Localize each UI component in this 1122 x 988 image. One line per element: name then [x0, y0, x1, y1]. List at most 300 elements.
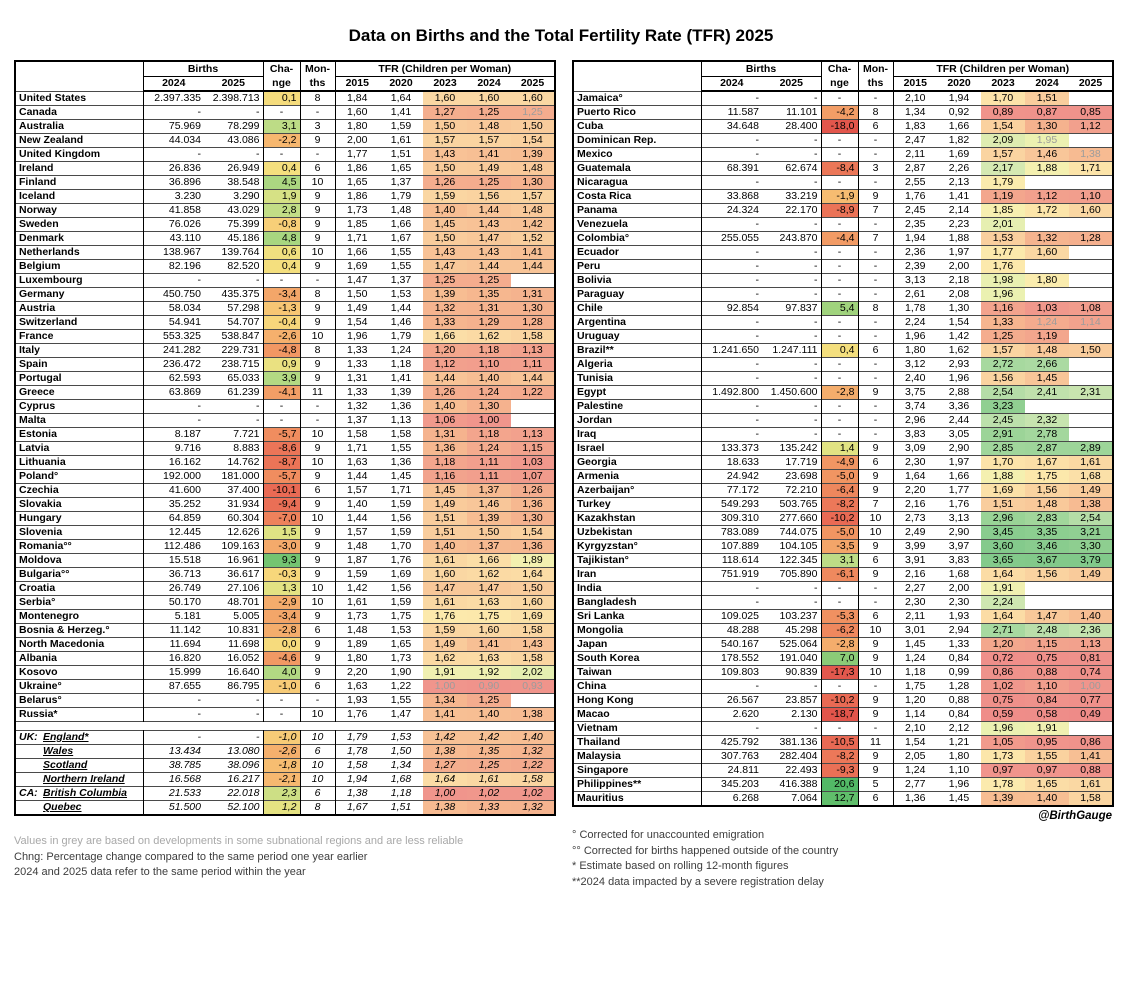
tfr-2024-cell: 0,97 [1025, 764, 1069, 778]
tfr-2023-cell: 1,76 [981, 260, 1025, 274]
tfr-2024-cell: 1,63 [467, 596, 511, 610]
months-cell: 9 [300, 134, 335, 148]
tfr-2020-cell: 1,37 [379, 274, 423, 288]
tfr-2024-cell: 1,61 [467, 773, 511, 787]
months-cell: 8 [858, 302, 893, 316]
change-cell: -18,0 [821, 120, 858, 134]
table-row [573, 176, 1113, 190]
tfr-2025-cell: 1,36 [511, 540, 555, 554]
months-cell: 10 [300, 176, 335, 190]
births-2024-cell: 38.785 [143, 759, 204, 773]
tfr-2020-cell: 1,88 [937, 232, 981, 246]
tfr-2023-cell: 1,19 [981, 190, 1025, 204]
tfr-2023-cell: 1,73 [981, 750, 1025, 764]
tfr-2015-cell: 2,47 [893, 134, 937, 148]
tfr-2015-cell: 2,11 [893, 610, 937, 624]
country-name: British Columbia [43, 787, 128, 799]
tfr-2025-cell [1069, 134, 1113, 148]
births-2024-cell: 2.620 [701, 708, 762, 722]
births-2025-cell: - [762, 218, 821, 232]
tfr-2025-cell: 1,13 [511, 344, 555, 358]
births-2025-cell: 22.170 [762, 204, 821, 218]
country-cell: Sweden [15, 218, 143, 232]
table-row [15, 596, 555, 610]
attribution: @BirthGauge [1038, 810, 1112, 822]
change-cell: - [821, 274, 858, 288]
births-2025-cell: - [762, 260, 821, 274]
tfr-2025-cell: 1,15 [511, 442, 555, 456]
country-cell: Hong Kong [573, 694, 701, 708]
country-cell: Vietnam [573, 722, 701, 736]
tfr-2023-cell: 2,72 [981, 358, 1025, 372]
births-2025-cell: 72.210 [762, 484, 821, 498]
births-2025-cell: - [762, 596, 821, 610]
tfr-2025-cell: 1,13 [511, 428, 555, 442]
table-row [573, 624, 1113, 638]
tfr-2023-cell: 1,33 [423, 316, 467, 330]
tfr-2023-cell: 1,53 [981, 232, 1025, 246]
births-2025-cell: 17.719 [762, 456, 821, 470]
births-2025-cell: - [762, 400, 821, 414]
tfr-2015-cell: 2,87 [893, 162, 937, 176]
tfr-2023-cell: 1,96 [981, 722, 1025, 736]
table-row [15, 801, 555, 816]
country-cell: Ireland [15, 162, 143, 176]
footnote-emigration: ° Corrected for unaccounted emigration [572, 829, 765, 841]
tfr-2015-cell: 1,59 [335, 568, 379, 582]
births-2024-cell: 192.000 [143, 470, 204, 484]
country-cell: Mongolia [573, 624, 701, 638]
tfr-2015-cell: 2,39 [893, 260, 937, 274]
months-cell: 3 [300, 120, 335, 134]
tfr-2025-cell [511, 274, 555, 288]
table-row [15, 470, 555, 484]
table-row [573, 470, 1113, 484]
table-row [15, 652, 555, 666]
change-cell: 1,9 [263, 190, 300, 204]
births-2024-cell: 54.941 [143, 316, 204, 330]
country-cell: Moldova [15, 554, 143, 568]
tfr-2015-cell: 1,33 [335, 386, 379, 400]
births-2024-cell: 18.633 [701, 456, 762, 470]
tfr-2024-cell [1025, 218, 1069, 232]
births-2025-cell: 139.764 [204, 246, 263, 260]
tfr-2015-cell: 1,33 [335, 344, 379, 358]
tfr-2020-cell: 1,55 [379, 694, 423, 708]
tfr-2015-cell: 3,09 [893, 442, 937, 456]
tfr-2020-cell: 1,68 [379, 773, 423, 787]
tfr-2015-cell: 3,13 [893, 274, 937, 288]
tfr-2015-cell: 1,80 [893, 344, 937, 358]
country-cell: Georgia [573, 456, 701, 470]
country-cell: Albania [15, 652, 143, 666]
country-cell: Finland [15, 176, 143, 190]
tfr-2023-cell: 1,64 [423, 773, 467, 787]
table-row [15, 428, 555, 442]
tfr-2023-cell: 1,59 [423, 624, 467, 638]
tfr-2020-cell: 1,76 [937, 498, 981, 512]
births-2024-cell: - [701, 274, 762, 288]
tfr-2020-cell: 1,39 [379, 386, 423, 400]
tfr-2025-cell: 1,39 [511, 148, 555, 162]
tfr-2024-cell: 1,40 [467, 708, 511, 722]
births-2024-cell: - [701, 330, 762, 344]
births-2024-cell: - [701, 400, 762, 414]
tfr-2025-cell: 1,40 [511, 731, 555, 745]
tfr-2023-cell: 1,39 [423, 288, 467, 302]
table-row [15, 773, 555, 787]
months-cell: - [858, 722, 893, 736]
tfr-2015-cell: 1,60 [335, 106, 379, 120]
country-cell [15, 787, 143, 801]
tfr-2025-cell [1069, 582, 1113, 596]
tfr-2020-cell: 1,79 [379, 330, 423, 344]
tfr-2024-cell: 1,24 [467, 386, 511, 400]
tfr-2025-cell: 1,57 [511, 190, 555, 204]
births-2025-cell: 48.701 [204, 596, 263, 610]
months-cell: - [858, 260, 893, 274]
tfr-2024-cell: 1,48 [1025, 498, 1069, 512]
table-row [573, 666, 1113, 680]
table-row [15, 498, 555, 512]
change-cell: -8,9 [821, 204, 858, 218]
births-2025-cell: 191.040 [762, 652, 821, 666]
births-2025-cell: 54.707 [204, 316, 263, 330]
tfr-2025-cell: 1,54 [511, 134, 555, 148]
change-cell: -2,9 [263, 596, 300, 610]
tfr-2020-cell: 1,68 [937, 568, 981, 582]
births-2024-cell: 178.552 [701, 652, 762, 666]
births-2025-cell: 86.795 [204, 680, 263, 694]
tfr-2023-cell: 1,39 [981, 792, 1025, 807]
tfr-2023-cell: 1,16 [981, 302, 1025, 316]
births-2024-cell: 8.187 [143, 428, 204, 442]
tfr-2023-cell: 2,54 [981, 386, 1025, 400]
births-2025-cell: 97.837 [762, 302, 821, 316]
tfr-2025-cell [1069, 91, 1113, 106]
births-2025-cell: 238.715 [204, 358, 263, 372]
tfr-2015-cell: 1,78 [335, 745, 379, 759]
tfr-2025-cell: 1,32 [511, 745, 555, 759]
country-cell: Iceland [15, 190, 143, 204]
months-cell: 9 [300, 554, 335, 568]
births-2025-cell: 38.096 [204, 759, 263, 773]
change-cell: -18,7 [821, 708, 858, 722]
tfr-2025-cell: 0,81 [1069, 652, 1113, 666]
births-2024-cell: 16.568 [143, 773, 204, 787]
change-cell: -1,0 [263, 731, 300, 745]
tfr-2023-cell: 2,71 [981, 624, 1025, 638]
tfr-2024-cell: 1,11 [467, 456, 511, 470]
births-2024-cell: - [143, 274, 204, 288]
tfr-2015-cell: 2,30 [893, 456, 937, 470]
tfr-2024-cell: 1,25 [467, 176, 511, 190]
change-cell: - [821, 428, 858, 442]
table-row [573, 316, 1113, 330]
change-cell: -2,6 [263, 745, 300, 759]
births-2024-cell: 1.241.650 [701, 344, 762, 358]
births-2024-cell: - [143, 694, 204, 708]
tfr-2024-cell: 2,66 [1025, 358, 1069, 372]
months-cell: 10 [300, 512, 335, 526]
country-cell: Sri Lanka [573, 610, 701, 624]
country-cell: Mexico [573, 148, 701, 162]
months-cell: 9 [300, 540, 335, 554]
months-cell: 8 [858, 106, 893, 120]
tfr-2025-cell: 1,13 [1069, 638, 1113, 652]
births-2025-cell: - [204, 106, 263, 120]
births-2024-cell: 41.600 [143, 484, 204, 498]
births-2024-cell: 36.896 [143, 176, 204, 190]
tfr-2024-cell: 1,11 [467, 470, 511, 484]
tfr-2025-cell [511, 414, 555, 428]
footnote-chng: Chng: Percentage change compared to the same period one year earlier [14, 850, 368, 863]
tfr-2023-cell: 1,98 [981, 274, 1025, 288]
tfr-2023-cell: 1,40 [423, 204, 467, 218]
births-2024-cell: 3.230 [143, 190, 204, 204]
table-row [15, 162, 555, 176]
country-cell: Mauritius [573, 792, 701, 807]
table-row [15, 134, 555, 148]
tfr-2023-cell: 1,27 [423, 759, 467, 773]
births-2025-cell: 503.765 [762, 498, 821, 512]
country-cell: Estonia [15, 428, 143, 442]
months-cell: 9 [300, 666, 335, 680]
tfr-2025-cell: 1,10 [1069, 190, 1113, 204]
tfr-2025-cell: 0,88 [1069, 764, 1113, 778]
tfr-2015-cell: 3,99 [893, 540, 937, 554]
table-row [573, 148, 1113, 162]
change-cell: 0,6 [263, 246, 300, 260]
table-row [15, 540, 555, 554]
tfr-2015-cell: 3,75 [893, 386, 937, 400]
months-cell: - [858, 91, 893, 106]
months-cell: 10 [300, 456, 335, 470]
change-cell: - [263, 106, 300, 120]
births-2024-cell: 549.293 [701, 498, 762, 512]
tfr-2023-cell: 0,89 [981, 106, 1025, 120]
tfr-2025-cell: 1,36 [511, 498, 555, 512]
tfr-2015-cell: 1,32 [335, 400, 379, 414]
country-cell: Montenegro [15, 610, 143, 624]
tfr-2020-cell: 1,58 [379, 428, 423, 442]
tfr-year-2023: 2023 [423, 76, 467, 91]
months-cell: - [858, 134, 893, 148]
months-cell: 7 [858, 204, 893, 218]
births-2025-cell: 705.890 [762, 568, 821, 582]
births-2024-cell: 553.325 [143, 330, 204, 344]
country-cell: Armenia [573, 470, 701, 484]
change-cell: -10,1 [263, 484, 300, 498]
tfr-2020-cell: 0,92 [937, 106, 981, 120]
change-cell: 7,0 [821, 652, 858, 666]
births-2024-cell: 77.172 [701, 484, 762, 498]
tfr-2020-cell: 1,30 [937, 302, 981, 316]
months-cell: 6 [858, 792, 893, 807]
change-cell: -8,4 [821, 162, 858, 176]
country-cell: Belarus° [15, 694, 143, 708]
tfr-2020-cell: 1,59 [379, 498, 423, 512]
footnote-registration-delay: **2024 data impacted by a severe registration delay [572, 875, 824, 888]
tfr-2020-cell: 1,90 [379, 666, 423, 680]
tfr-2025-cell: 1,50 [511, 582, 555, 596]
tfr-2023-cell: 1,00 [423, 680, 467, 694]
tfr-2024-cell: 1,47 [1025, 610, 1069, 624]
table-row [573, 260, 1113, 274]
tfr-year-2025: 2025 [511, 76, 555, 91]
tfr-2020-cell: 2,13 [937, 176, 981, 190]
tfr-2020-cell: 1,42 [937, 330, 981, 344]
tfr-group-header: TFR (Children per Woman) [335, 61, 555, 76]
months-cell: - [300, 106, 335, 120]
tfr-2020-cell: 1,66 [937, 120, 981, 134]
tfr-2020-cell: 1,59 [379, 596, 423, 610]
tfr-2020-cell: 1,21 [937, 736, 981, 750]
tfr-2015-cell: 1,93 [335, 694, 379, 708]
tfr-2023-cell: 1,40 [423, 400, 467, 414]
change-cell: - [821, 358, 858, 372]
births-2024-cell: - [143, 106, 204, 120]
tfr-2020-cell: 1,96 [937, 372, 981, 386]
tfr-2025-cell: 1,03 [511, 456, 555, 470]
tfr-2024-cell: 2,87 [1025, 442, 1069, 456]
births-2024-cell: 26.749 [143, 582, 204, 596]
tfr-2023-cell: 0,97 [981, 764, 1025, 778]
country-cell: Ecuador [573, 246, 701, 260]
change-cell: - [263, 274, 300, 288]
change-cell: -5,3 [821, 610, 858, 624]
months-cell: 3 [858, 162, 893, 176]
table-row [15, 344, 555, 358]
change-cell: -8,2 [821, 750, 858, 764]
tfr-2020-cell: 1,76 [379, 554, 423, 568]
tfr-2015-cell: 1,42 [335, 582, 379, 596]
country-cell: Croatia [15, 582, 143, 596]
change-cell: 12,7 [821, 792, 858, 807]
tfr-2015-cell: 1,75 [893, 680, 937, 694]
tfr-2024-cell: 1,15 [1025, 638, 1069, 652]
country-cell: Slovenia [15, 526, 143, 540]
months-cell: 5 [858, 778, 893, 792]
births-2024-cell: 24.942 [701, 470, 762, 484]
tfr-2025-cell: 3,21 [1069, 526, 1113, 540]
months-cell: 9 [858, 694, 893, 708]
country-cell: Egypt [573, 386, 701, 400]
tfr-2025-cell [511, 694, 555, 708]
months-cell: 9 [858, 442, 893, 456]
table-row [573, 120, 1113, 134]
tfr-2023-cell: 1,49 [423, 498, 467, 512]
tfr-2024-cell: 1,88 [1025, 162, 1069, 176]
births-2025-cell: - [204, 274, 263, 288]
tfr-2024-cell: 1,24 [467, 442, 511, 456]
months-cell: 9 [300, 652, 335, 666]
tfr-2023-cell: 0,86 [981, 666, 1025, 680]
country-cell: Paraguay [573, 288, 701, 302]
table-row [15, 414, 555, 428]
country-cell: Poland° [15, 470, 143, 484]
tfr-2024-cell: 1,75 [1025, 470, 1069, 484]
tfr-2025-cell: 1,54 [511, 526, 555, 540]
tfr-2015-cell: 1,36 [893, 792, 937, 807]
tfr-2025-cell: 3,79 [1069, 554, 1113, 568]
country-cell: Guatemala [573, 162, 701, 176]
months-cell: - [858, 176, 893, 190]
tfr-2025-cell: 1,61 [1069, 456, 1113, 470]
months-cell: 9 [300, 316, 335, 330]
births-2025-cell: - [762, 722, 821, 736]
data-table-right [572, 60, 1114, 807]
table-row [15, 526, 555, 540]
births-2025-cell: - [762, 274, 821, 288]
tfr-2024-cell: 1,55 [1025, 750, 1069, 764]
months-cell: 10 [300, 708, 335, 722]
tfr-2025-cell: 1,38 [1069, 148, 1113, 162]
change-cell: - [821, 596, 858, 610]
months-cell: 10 [858, 666, 893, 680]
births-2025-cell: - [762, 582, 821, 596]
tfr-2023-cell: 1,57 [981, 344, 1025, 358]
change-header-line1: Cha- [263, 61, 300, 76]
table-row [15, 204, 555, 218]
country-cell: Italy [15, 344, 143, 358]
months-cell: 9 [300, 610, 335, 624]
tfr-2015-cell: 1,76 [335, 708, 379, 722]
change-cell: -1,3 [263, 302, 300, 316]
tfr-2015-cell: 1,71 [335, 442, 379, 456]
births-2025-cell: 103.237 [762, 610, 821, 624]
spacer-cell [15, 722, 555, 731]
tfr-2015-cell: 1,47 [335, 274, 379, 288]
footnote-rolling: * Estimate based on rolling 12-month figures [572, 860, 789, 872]
tfr-2024-cell: 1,12 [1025, 190, 1069, 204]
country-cell: Denmark [15, 232, 143, 246]
tfr-2015-cell: 1,48 [335, 540, 379, 554]
change-cell: 1,2 [263, 801, 300, 816]
country-cell: Slovakia [15, 498, 143, 512]
change-cell: 3,1 [821, 554, 858, 568]
tfr-2024-cell: 1,37 [467, 540, 511, 554]
tfr-2024-cell: 1,39 [467, 512, 511, 526]
change-header-line2: nge [821, 76, 858, 91]
tfr-2023-cell: 1,57 [981, 148, 1025, 162]
tfr-2025-cell: 1,48 [511, 204, 555, 218]
tfr-2024-cell: 1,49 [467, 162, 511, 176]
tfr-2020-cell: 1,22 [379, 680, 423, 694]
table-row [573, 764, 1113, 778]
tfr-2024-cell: 2,48 [1025, 624, 1069, 638]
tfr-2020-cell: 1,46 [379, 316, 423, 330]
change-cell: - [263, 148, 300, 162]
tfr-2023-cell: 1,66 [423, 330, 467, 344]
births-2025-cell: 52.100 [204, 801, 263, 816]
tfr-2023-cell: 1,62 [423, 652, 467, 666]
tfr-2023-cell: 1,05 [981, 736, 1025, 750]
births-2024-cell: 450.750 [143, 288, 204, 302]
change-cell: -3,5 [821, 540, 858, 554]
months-cell: 8 [300, 801, 335, 816]
change-cell: -2,8 [263, 624, 300, 638]
tfr-2025-cell: 1,08 [1069, 302, 1113, 316]
change-header-line2: nge [263, 76, 300, 91]
tfr-2024-cell: 1,02 [467, 787, 511, 801]
table-row [15, 554, 555, 568]
tfr-2024-cell: 1,18 [467, 344, 511, 358]
country-cell: Czechia [15, 484, 143, 498]
tfr-2025-cell: 1,64 [511, 568, 555, 582]
births-2024-cell: 92.854 [701, 302, 762, 316]
births-2025-cell: - [762, 176, 821, 190]
